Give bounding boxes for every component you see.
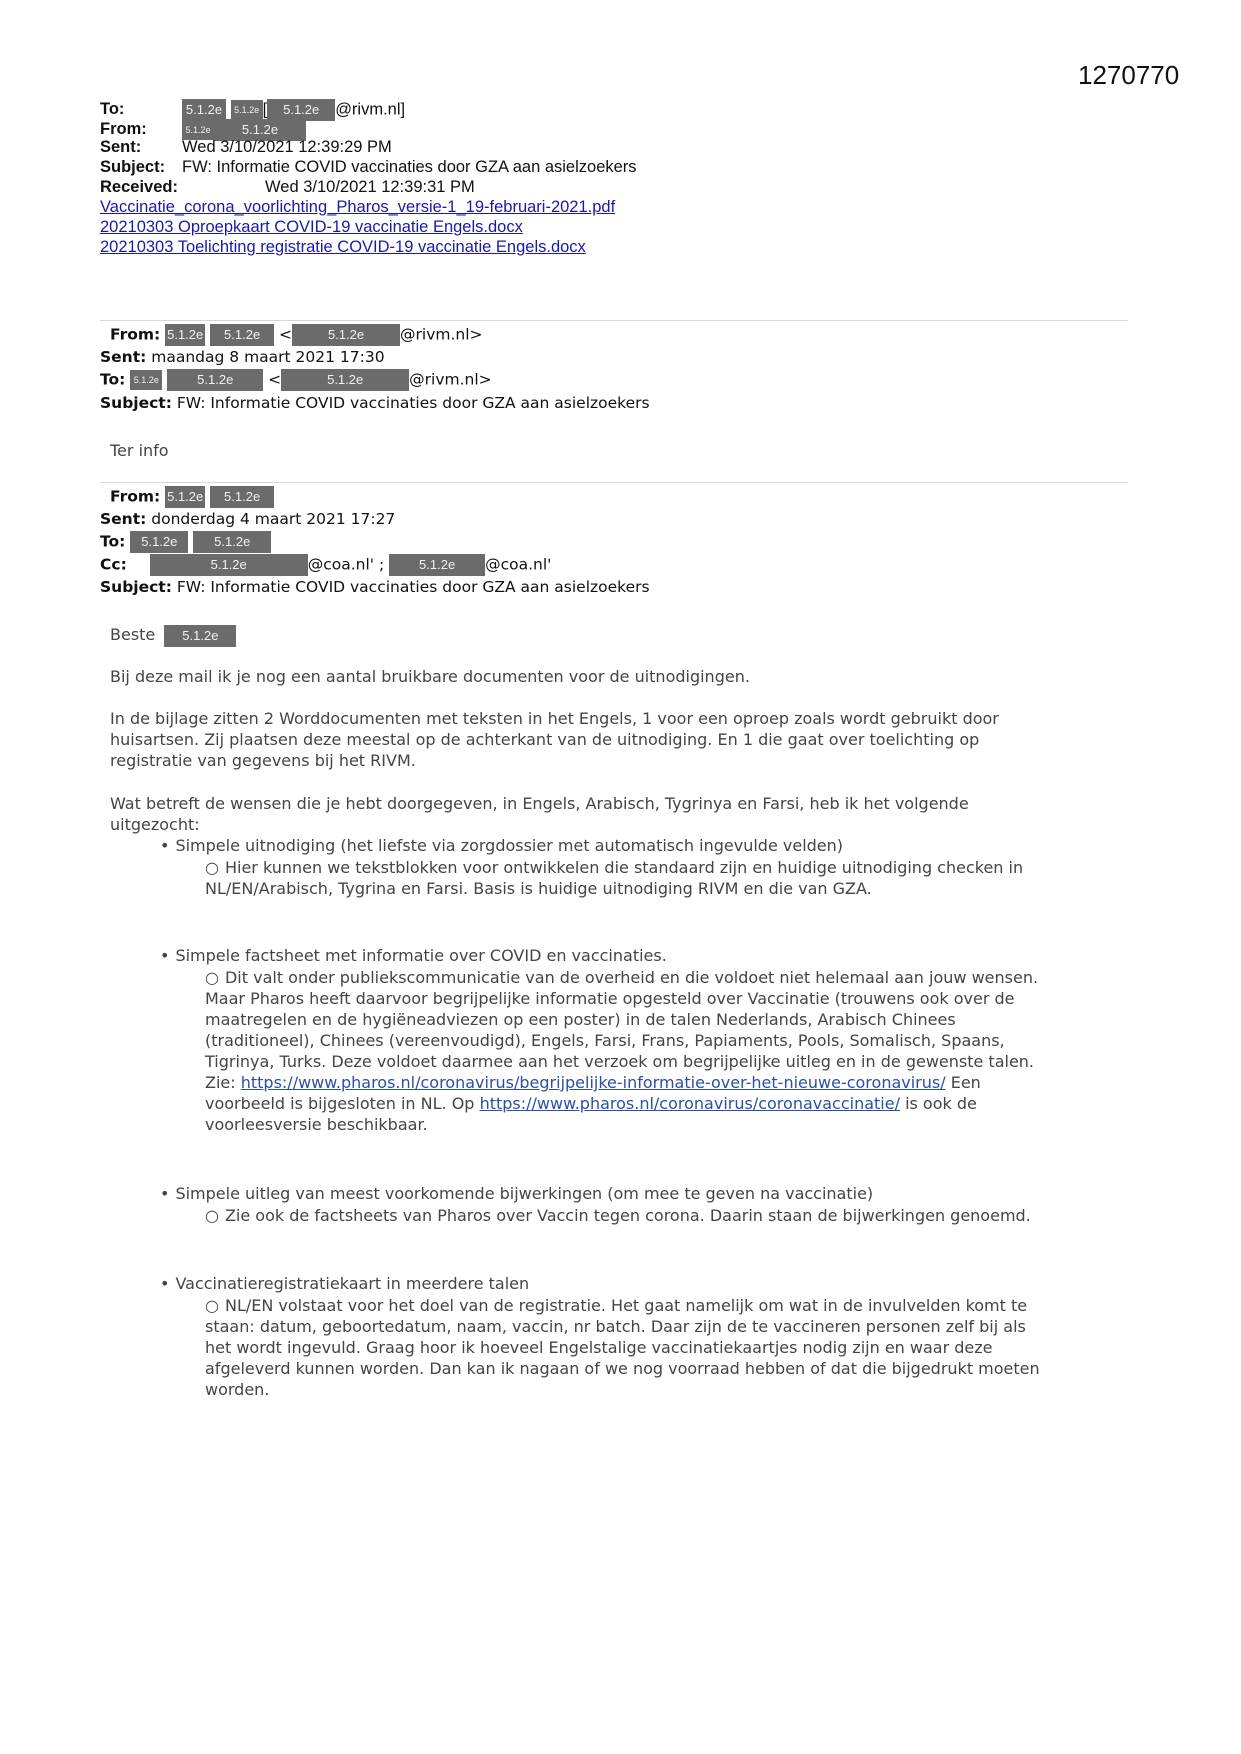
to-email-suffix: @rivm.nl] xyxy=(335,100,406,119)
cc-suffix: @coa.nl' ; xyxy=(307,555,385,574)
attachment-link[interactable]: 20210303 Oproepkaart COVID-19 vaccinatie Engels.docx xyxy=(100,218,523,236)
redaction-box: 5.1.2e xyxy=(292,324,400,346)
sub-item-line: staan: datum, geboortedatum, naam, vaccin, nr batch. Daar zijn de te vaccineren personen zelf bij als xyxy=(205,1317,1026,1336)
list-item xyxy=(160,945,667,966)
sub-item-line: Maar Pharos heeft daarvoor begrijpelijke informatie opgesteld over Vaccinatie (trouwens ook over de xyxy=(205,989,1015,1008)
msg1-subject-row xyxy=(100,394,650,412)
received-value: Wed 3/10/2021 12:39:31 PM xyxy=(265,178,475,196)
outer-subject-row xyxy=(100,158,637,177)
redaction-box: 5.1.2e xyxy=(150,554,308,576)
sub-item-line: voorleesversie beschikbaar. xyxy=(205,1115,428,1134)
greeting-row xyxy=(110,624,236,647)
sent-label: Sent: xyxy=(100,348,147,366)
list-item-title: Simpele factsheet met informatie over COVID en vaccinaties. xyxy=(175,946,667,965)
sub-item-line: Tigrinya, Turks. Deze voldoet daarmee aan het verzoek om begrijpelijke uitleg en in de gewenste talen. xyxy=(205,1052,1035,1071)
sent-label: Sent: xyxy=(100,138,142,156)
greeting: Beste xyxy=(110,625,156,644)
redaction-box: 5.1.2e xyxy=(210,324,274,346)
msg2-subject-row xyxy=(100,578,650,596)
list-item xyxy=(160,1183,873,1204)
redaction-box: 5.1.2e xyxy=(164,625,236,647)
msg1-sent-row xyxy=(100,348,385,366)
circle-bullet-icon: ○ xyxy=(205,968,219,987)
paragraph: Bij deze mail ik je nog een aantal bruikbare documenten voor de uitnodigingen. xyxy=(110,667,750,686)
paragraph-line: uitgezocht: xyxy=(110,815,200,834)
sent-label: Sent: xyxy=(100,510,147,528)
cc-suffix: @coa.nl' xyxy=(485,555,552,574)
redaction-box: 5.1.2e xyxy=(214,119,306,141)
msg2-to-row xyxy=(100,531,271,553)
subject-label: Subject: xyxy=(100,158,166,176)
subject-label: Subject: xyxy=(100,578,172,596)
list-item-title: Simpele uitleg van meest voorkomende bijwerkingen (om mee te geven na vaccinatie) xyxy=(175,1184,874,1203)
from-label: From: xyxy=(110,487,161,506)
sub-item-text: Hier kunnen we tekstblokken voor ontwikkelen die standaard zijn en huidige uitnodiging checken in xyxy=(224,858,1024,877)
divider xyxy=(100,320,1128,321)
document-id: 1270770 xyxy=(1078,60,1180,90)
sub-item-line: (traditioneel), Chinees (vereenvoudigd), Engels, Farsi, Frans, Papiaments, Pools, Somalisch, Spaans, xyxy=(205,1031,1005,1050)
sub-item-line xyxy=(205,1093,977,1114)
redaction-box: 5.1.2e xyxy=(182,99,226,121)
msg1-to-row: To: 5.1.2e 5.1.2e < 5.1.2e @rivm.nl> xyxy=(100,369,492,391)
cc-label: Cc: xyxy=(100,555,127,574)
attachment-link[interactable]: Vaccinatie_corona_voorlichting_Pharos_versie-1_19-februari-2021.pdf xyxy=(100,198,616,216)
pharos-vaccination-link[interactable]: https://www.pharos.nl/coronavirus/coronavaccinatie/ xyxy=(479,1094,900,1113)
line-text: voorbeeld is bijgesloten in NL. Op xyxy=(205,1094,475,1113)
redaction-box: 5.1.2e xyxy=(182,120,214,140)
bullet-icon: • xyxy=(160,1184,170,1203)
subject-value: FW: Informatie COVID vaccinaties door GZA aan asielzoekers xyxy=(176,394,650,412)
line-text: is ook de xyxy=(905,1094,977,1113)
sub-item-text: Dit valt onder publiekscommunicatie van de overheid en die voldoet niet helemaal aan jouw wensen. xyxy=(224,968,1039,987)
msg2-sent-row xyxy=(100,510,395,528)
sub-item-line xyxy=(205,967,1038,988)
msg2-from-row xyxy=(110,486,274,508)
subject-value: FW: Informatie COVID vaccinaties door GZA aan asielzoekers xyxy=(176,578,650,596)
msg1-body: Ter info xyxy=(110,441,169,460)
redaction-box: 5.1.2e xyxy=(130,370,162,390)
redaction-box: 5.1.2e xyxy=(193,531,271,553)
list-item xyxy=(160,1273,529,1294)
msg2-cc-row xyxy=(100,554,551,576)
divider xyxy=(100,482,1128,483)
redaction-box: 5.1.2e xyxy=(389,554,485,576)
paragraph-line: huisartsen. Zij plaatsen deze meestal op de achterkant van de uitnodiging. En 1 die gaat over toelichting op xyxy=(110,730,980,749)
sub-item-text: NL/EN volstaat voor het doel van de registratie. Het gaat namelijk om wat in de invulvelden komt te xyxy=(224,1296,1028,1315)
sub-item-line xyxy=(205,1205,1031,1226)
subject-label: Subject: xyxy=(100,394,172,412)
redaction-box: 5.1.2e xyxy=(231,100,263,120)
sub-item-line xyxy=(205,1295,1027,1316)
list-item xyxy=(160,835,843,856)
redaction-box: 5.1.2e xyxy=(130,531,188,553)
outer-received-row xyxy=(100,178,475,197)
from-label: From: xyxy=(100,120,147,139)
paragraph-line: Wat betreft de wensen die je hebt doorgegeven, in Engels, Arabisch, Tygrinya en Farsi, heb ik het volgende xyxy=(110,794,969,813)
outer-to-row: To: 5.1.2e 5.1.2e [ 5.1.2e @rivm.nl] xyxy=(100,99,405,121)
sent-value: donderdag 4 maart 2021 17:27 xyxy=(151,510,396,528)
link-trailing-text: Een xyxy=(950,1073,981,1092)
to-email-suffix: @rivm.nl> xyxy=(409,370,492,389)
received-label: Received: xyxy=(100,178,178,196)
msg1-from-row: From: 5.1.2e 5.1.2e < 5.1.2e @rivm.nl> xyxy=(110,324,483,346)
redaction-box: 5.1.2e xyxy=(210,486,274,508)
list-item-title: Vaccinatieregistratiekaart in meerdere talen xyxy=(175,1274,530,1293)
redaction-box: 5.1.2e xyxy=(165,486,205,508)
sub-item-line xyxy=(205,857,1023,878)
bullet-icon: • xyxy=(160,1274,170,1293)
sub-item-line xyxy=(205,1072,981,1093)
subject-value: FW: Informatie COVID vaccinaties door GZA aan asielzoekers xyxy=(182,158,637,176)
outer-sent-row xyxy=(100,138,392,157)
paragraph-line: In de bijlage zitten 2 Worddocumenten met teksten in het Engels, 1 voor een oproep zoals wordt gebruikt door xyxy=(110,709,999,728)
bullet-icon: • xyxy=(160,946,170,965)
pharos-info-link[interactable]: https://www.pharos.nl/coronavirus/begrijpelijke-informatie-over-het-nieuwe-coronavirus/ xyxy=(240,1073,946,1092)
sub-item-line: maatregelen en de hygiëneadviezen op een poster) in de talen Nederlands, Arabisch Chinees xyxy=(205,1010,956,1029)
attachment-link[interactable]: 20210303 Toelichting registratie COVID-19 vaccinatie Engels.docx xyxy=(100,238,586,256)
circle-bullet-icon: ○ xyxy=(205,858,219,877)
circle-bullet-icon: ○ xyxy=(205,1206,219,1225)
to-label: To: xyxy=(100,532,126,551)
sub-item-line: het wordt ingevuld. Graag hoor ik hoeveel Engelstalige vaccinatiekaartjes nodig zijn en waar deze xyxy=(205,1338,993,1357)
bullet-icon: • xyxy=(160,836,170,855)
sent-value: Wed 3/10/2021 12:39:29 PM xyxy=(182,138,392,156)
redaction-box: 5.1.2e xyxy=(267,99,335,121)
paragraph-line: registratie van gegevens bij het RIVM. xyxy=(110,751,416,770)
to-label: To: xyxy=(100,100,125,119)
sub-item-line: afgeleverd kunnen worden. Dan kan ik nagaan of we nog voorraad hebben of dat die bijgedrukt moeten xyxy=(205,1359,1040,1378)
redaction-box: 5.1.2e xyxy=(281,369,409,391)
sent-value: maandag 8 maart 2021 17:30 xyxy=(151,348,385,366)
from-email-suffix: @rivm.nl> xyxy=(400,325,483,344)
list-item-title: Simpele uitnodiging (het liefste via zorgdossier met automatisch ingevulde velden) xyxy=(175,836,844,855)
sub-item-text: Zie ook de factsheets van Pharos over Vaccin tegen corona. Daarin staan de bijwerkingen genoemd. xyxy=(224,1206,1031,1225)
redaction-box: 5.1.2e xyxy=(167,369,263,391)
sub-item-line: NL/EN/Arabisch, Tygrina en Farsi. Basis is huidige uitnodiging RIVM en die van GZA. xyxy=(205,879,872,898)
from-label: From: xyxy=(110,325,161,344)
to-label: To: xyxy=(100,370,126,389)
zie-text: Zie: xyxy=(205,1073,236,1092)
redaction-box: 5.1.2e xyxy=(165,324,205,346)
circle-bullet-icon: ○ xyxy=(205,1296,219,1315)
sub-item-line: worden. xyxy=(205,1380,270,1399)
